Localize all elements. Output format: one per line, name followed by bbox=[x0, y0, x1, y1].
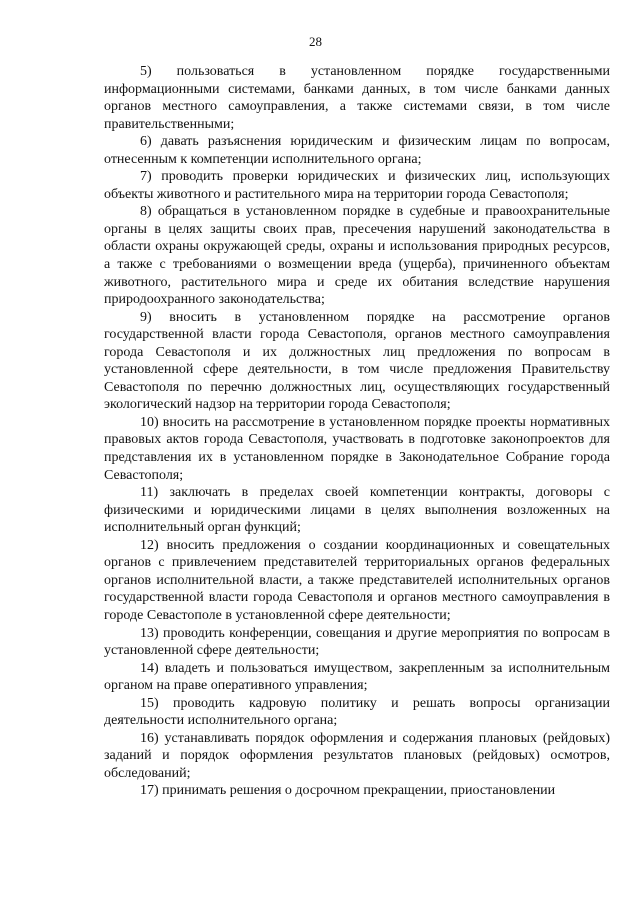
paragraph-item-13: 13) проводить конференции, совещания и другие мероприятия по вопросам в установленной сфере деятельности; bbox=[104, 625, 610, 659]
paragraph-item-17: 17) принимать решения о досрочном прекращении, приостановлении bbox=[140, 783, 556, 799]
paragraph-item-8: 8) обращаться в установленном порядке в судебные и правоохранительные органы в целях защиты своих прав, пресечения нарушений законодательства в области охраны окружающей среды, охраны и использования природных ресурсов, а также с требованиями о возмещении вреда (ущерба), причиненного объектам животного, растительного мира и среде их обитания вследствие нарушения природоохранного законодательства; bbox=[104, 204, 610, 308]
paragraph-item-10: 10) вносить на рассмотрение в установленном порядке проекты нормативных правовых актов города Севастополя, участвовать в подготовке законопроектов для представления их в установленном порядке в Законодательное Собрание города Севастополя; bbox=[104, 414, 610, 483]
paragraph-item-5: 5) пользоваться в установленном порядке государственными информационными системами, банками данных, в том числе банками данных органов местного самоуправления, а также системами связи, в том числе правительственными; bbox=[104, 64, 610, 132]
page-number: 28 bbox=[309, 34, 322, 49]
paragraph-item-7: 7) проводить проверки юридических и физических лиц, использующих объекты животного и растительного мира на территории города Севастополя; bbox=[104, 169, 610, 202]
document-body bbox=[104, 63, 610, 800]
paragraph-item-14: 14) владеть и пользоваться имуществом, закрепленным за исполнительным органом на праве оперативного управления; bbox=[104, 660, 610, 694]
paragraph-item-15: 15) проводить кадровую политику и решать вопросы организации деятельности исполнительного органа; bbox=[104, 695, 610, 729]
paragraph-item-16: 16) устанавливать порядок оформления и содержания плановых (рейдовых) заданий и порядок оформления результатов плановых (рейдовых) осмотров, обследований; bbox=[104, 730, 610, 781]
paragraph-item-9: 9) вносить в установленном порядке на рассмотрение органов государственной власти города Севастополя, органов местного самоуправления города Севастополя и их должностных лиц предложения по вопросам в установленной сфере деятельности, в том числе предложения Правительству Севастополя по перечню должностных лиц, осуществляющих государственный экологический надзор на территории города Севастополя; bbox=[104, 309, 610, 413]
paragraph-item-12: 12) вносить предложения о создании координационных и совещательных органов с привлечением представителей территориальных органов федеральных органов исполнительной власти, а также представителей исполнительных органов государственной власти города Севастополя и органов местного самоуправления в городе Севастополе в установленной сфере деятельности; bbox=[104, 537, 610, 623]
paragraph-item-6: 6) давать разъяснения юридическим и физическим лицам по вопросам, отнесенным к компетенции исполнительного органа; bbox=[104, 134, 610, 167]
paragraph-item-11: 11) заключать в пределах своей компетенции контракты, договоры с физическими и юридическими лицами в целях выполнения возложенных на исполнительный орган функций; bbox=[104, 485, 610, 536]
